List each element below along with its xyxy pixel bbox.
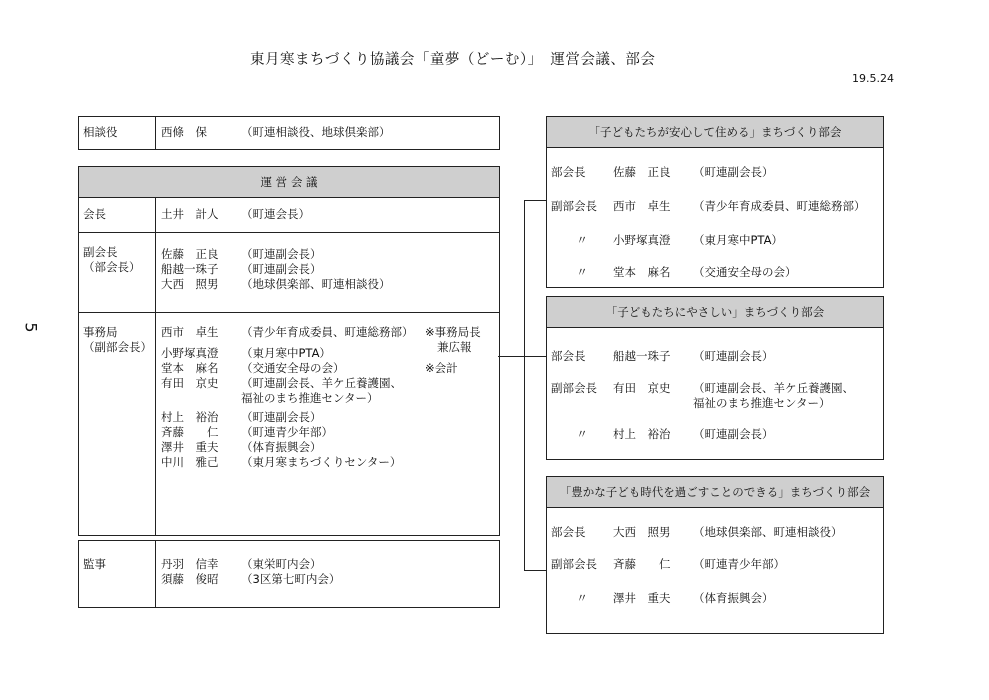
chair-role: 会長 [83, 207, 106, 221]
advisor-role: 相談役 [83, 125, 118, 139]
subcommittee-row [551, 165, 774, 180]
office-member [161, 410, 322, 425]
vice-role [83, 245, 141, 275]
row-role: 部会長 [551, 525, 586, 539]
row-affil: （東月寒中PTA） [693, 233, 783, 247]
member-affil: （交通安全母の会） [241, 361, 345, 375]
member-name: 西市 卓生 [161, 325, 219, 339]
row-role: 副部会長 [551, 557, 597, 571]
row-affil: （体育振興会） [693, 591, 774, 605]
subcommittee-row [551, 265, 797, 280]
connector-branch [524, 570, 546, 571]
advisor-member [161, 125, 391, 140]
office-note-accounting: ※会計 [425, 361, 458, 375]
member-affil: （地球倶楽部、町連相談役） [241, 277, 391, 291]
row-affil: （交通安全母の会） [693, 265, 797, 279]
row-affil: （町連副会長、羊ケ丘養護園、 [693, 381, 854, 395]
advisor-box [78, 116, 500, 150]
auditor-member [161, 557, 322, 572]
subcommittee-row [551, 233, 783, 248]
vice-role-main: 副会長 [83, 245, 118, 259]
subcommittee-row [551, 591, 774, 606]
row-affil: 福祉のまち推進センター） [693, 396, 831, 410]
row-role: 部会長 [551, 165, 586, 179]
member-affil: （東月寒まちづくりセンター） [241, 455, 402, 469]
office-member [161, 425, 333, 440]
council-header: 運 営 会 議 [79, 167, 499, 198]
member-name: 丹羽 信幸 [161, 557, 219, 571]
member-affil: 福祉のまち推進センター） [241, 391, 379, 405]
row-name: 斉藤 仁 [613, 557, 671, 571]
vice-role-sub: （部会長） [83, 260, 141, 274]
office-member [161, 440, 322, 455]
council-box [78, 166, 500, 536]
office-role-main: 事務局 [83, 325, 118, 339]
member-name: 有田 京史 [161, 376, 219, 390]
member-name: 中川 雅己 [161, 455, 219, 469]
row-role: 副部会長 [551, 199, 597, 213]
page-title: 東月寒まちづくり協議会「童夢（どーむ）」 運営会議、部会 [250, 52, 656, 68]
subcommittee-title: 「子どもたちが安心して住める」まちづくり部会 [547, 117, 883, 148]
row-affil: （町連青少年部） [693, 557, 785, 571]
member-affil: （3区第七町内会） [241, 572, 341, 586]
advisor-affil: （町連相談役、地球倶楽部） [241, 125, 391, 139]
row-affil: （町連副会長） [693, 165, 774, 179]
office-note-publicity: 兼広報 [437, 340, 472, 354]
office-role-sub: （副部会長） [83, 340, 152, 354]
member-name: 斉藤 仁 [161, 425, 219, 439]
subcommittee-row [551, 349, 774, 364]
member-affil: （町連副会長、羊ケ丘養護園、 [241, 376, 402, 390]
row-name: 村上 裕治 [613, 427, 671, 441]
connector-trunk [498, 356, 524, 357]
member-affil: （体育振興会） [241, 440, 322, 454]
office-member [161, 346, 331, 361]
row-role: 〃 [576, 233, 588, 247]
advisor-name: 西條 保 [161, 125, 207, 139]
row-name: 西市 卓生 [613, 199, 671, 213]
office-member [161, 376, 402, 391]
vice-member [161, 277, 391, 292]
row-role: 部会長 [551, 349, 586, 363]
connector-branch [524, 356, 546, 357]
chair-member [161, 207, 310, 222]
document-date: 19.5.24 [852, 72, 894, 85]
row-name: 大西 照男 [613, 525, 671, 539]
subcommittee-box [546, 296, 884, 460]
office-member [161, 391, 379, 406]
member-affil: （東栄町内会） [241, 557, 322, 571]
row-name: 佐藤 正良 [613, 165, 671, 179]
row-role: 〃 [576, 265, 588, 279]
member-affil: （東月寒中PTA） [241, 346, 331, 360]
member-name: 佐藤 正良 [161, 247, 219, 261]
member-name: 大西 照男 [161, 277, 219, 291]
member-affil: （青少年育成委員、町連総務部） [241, 325, 414, 339]
member-affil: （町連副会長） [241, 410, 322, 424]
subcommittee-title: 「子どもたちにやさしい」まちづくり部会 [547, 297, 883, 328]
row-name: 小野塚真澄 [613, 233, 671, 247]
member-name: 澤井 重夫 [161, 440, 219, 454]
page-number: 5 [21, 322, 41, 333]
chair-name: 土井 計人 [161, 207, 219, 221]
office-note-secretary-general: ※事務局長 [425, 325, 481, 339]
subcommittee-box [546, 116, 884, 288]
connector-vertical [524, 200, 525, 570]
member-affil: （町連副会長） [241, 262, 322, 276]
council-row-vice [79, 233, 499, 313]
row-affil: （青少年育成委員、町連総務部） [693, 199, 866, 213]
row-name: 澤井 重夫 [613, 591, 671, 605]
office-role [83, 325, 152, 355]
member-name: 村上 裕治 [161, 410, 219, 424]
vice-member [161, 262, 322, 277]
row-role: 〃 [576, 427, 588, 441]
office-member [161, 455, 401, 470]
member-name: 堂本 麻名 [161, 361, 219, 375]
member-affil: （町連青少年部） [241, 425, 333, 439]
subcommittee-box [546, 476, 884, 634]
auditor-role: 監事 [83, 557, 106, 571]
member-affil: （町連副会長） [241, 247, 322, 261]
row-affil: （町連副会長） [693, 349, 774, 363]
council-row-chair [79, 198, 499, 233]
member-name: 須藤 俊昭 [161, 572, 219, 586]
subcommittee-title: 「豊かな子ども時代を過ごすことのできる」まちづくり部会 [547, 477, 883, 508]
office-member [161, 361, 345, 376]
subcommittee-row [551, 525, 843, 540]
member-name: 小野塚真澄 [161, 346, 219, 360]
row-role: 〃 [576, 591, 588, 605]
subcommittee-row [551, 396, 831, 411]
office-member [161, 325, 414, 340]
row-affil: （町連副会長） [693, 427, 774, 441]
connector-branch [524, 200, 546, 201]
auditor-box [78, 540, 500, 608]
vice-member [161, 247, 322, 262]
subcommittee-row [551, 557, 785, 572]
subcommittee-row [551, 427, 774, 442]
row-name: 有田 京史 [613, 381, 671, 395]
council-row-office [79, 313, 499, 535]
auditor-member [161, 572, 340, 587]
subcommittee-row [551, 381, 854, 396]
row-affil: （地球倶楽部、町連相談役） [693, 525, 843, 539]
row-role: 副部会長 [551, 381, 597, 395]
row-name: 船越一珠子 [613, 349, 671, 363]
member-name: 船越一珠子 [161, 262, 219, 276]
subcommittee-row [551, 199, 866, 214]
row-name: 堂本 麻名 [613, 265, 671, 279]
chair-affil: （町連会長） [241, 207, 310, 221]
